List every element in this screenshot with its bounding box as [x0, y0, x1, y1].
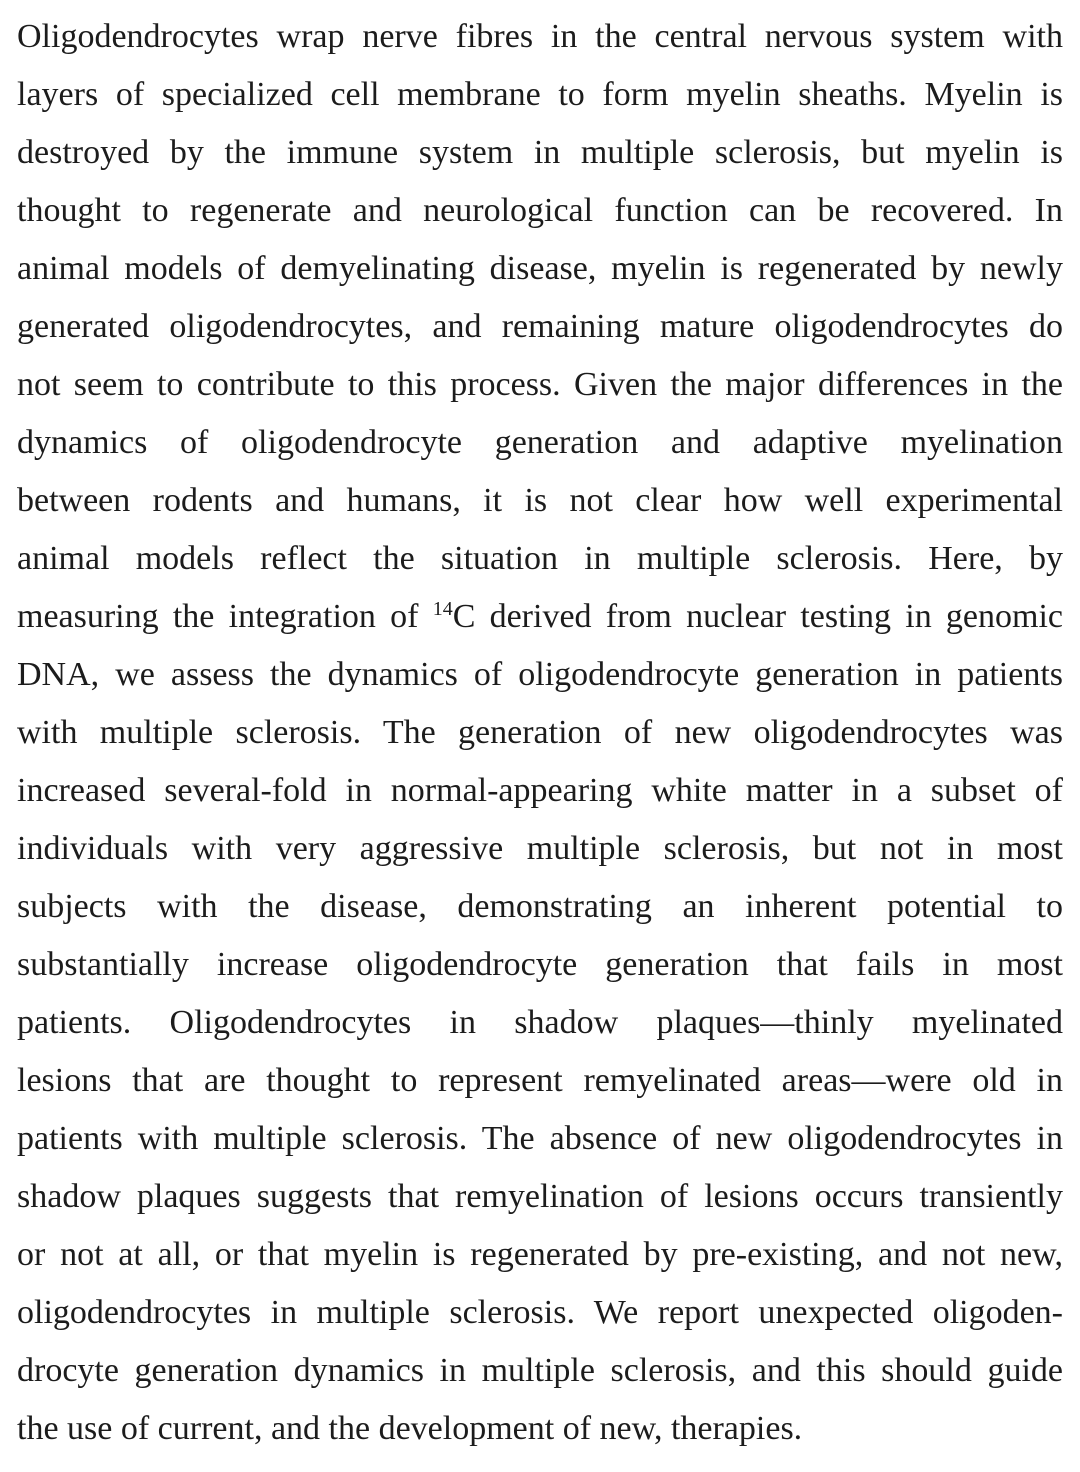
- isotope-mass-number: 14: [432, 598, 453, 620]
- text-line: layers of specialized cell membrane to form myelin sheaths. Myelin is: [17, 76, 1063, 113]
- text-line: oligodendrocytes in multiple sclerosis. We report unexpected oligoden-: [17, 1294, 1063, 1331]
- text-line: generated oligodendrocytes, and remaining mature oligodendrocytes do: [17, 308, 1063, 345]
- text-line: animal models reflect the situation in multiple sclerosis. Here, by: [17, 540, 1063, 577]
- text-line: or not at all, or that myelin is regenerated by pre-existing, and not new,: [17, 1236, 1063, 1273]
- text-line-isotope: [17, 588, 1063, 646]
- text-line: DNA, we assess the dynamics of oligodendrocyte generation in patients: [17, 656, 1063, 693]
- text-line: drocyte generation dynamics in multiple sclerosis, and this should guide: [17, 1352, 1063, 1389]
- text-line: dynamics of oligodendrocyte generation and adaptive myelination: [17, 424, 1063, 461]
- isotope-text-before: measuring the integration of: [17, 598, 433, 635]
- text-line: between rodents and humans, it is not clear how well experimental: [17, 482, 1063, 519]
- abstract-paragraph: [17, 8, 1063, 1458]
- text-line: increased several-fold in normal-appearing white matter in a subset of: [17, 772, 1063, 809]
- text-line: substantially increase oligodendrocyte generation that fails in most: [17, 946, 1063, 983]
- text-line: shadow plaques suggests that remyelination of lesions occurs transiently: [17, 1178, 1063, 1215]
- text-line: patients with multiple sclerosis. The absence of new oligodendrocytes in: [17, 1120, 1063, 1157]
- text-line: subjects with the disease, demonstrating an inherent potential to: [17, 888, 1063, 925]
- text-line: Oligodendrocytes wrap nerve fibres in the central nervous system with: [17, 18, 1063, 55]
- text-line: not seem to contribute to this process. Given the major differences in the: [17, 366, 1063, 403]
- text-line: patients. Oligodendrocytes in shadow plaques—thinly myelinated: [17, 1004, 1063, 1041]
- text-line: animal models of demyelinating disease, myelin is regenerated by newly: [17, 250, 1063, 287]
- text-line: individuals with very aggressive multiple sclerosis, but not in most: [17, 830, 1063, 867]
- text-line-final: the use of current, and the development of new, therapies.: [17, 1410, 803, 1447]
- text-line: with multiple sclerosis. The generation of new oligodendrocytes was: [17, 714, 1063, 751]
- text-line: destroyed by the immune system in multiple sclerosis, but myelin is: [17, 134, 1063, 171]
- text-line: thought to regenerate and neurological function can be recovered. In: [17, 192, 1063, 229]
- text-line: lesions that are thought to represent remyelinated areas—were old in: [17, 1062, 1063, 1099]
- isotope-text-after: C derived from nuclear testing in genomic: [452, 598, 1063, 635]
